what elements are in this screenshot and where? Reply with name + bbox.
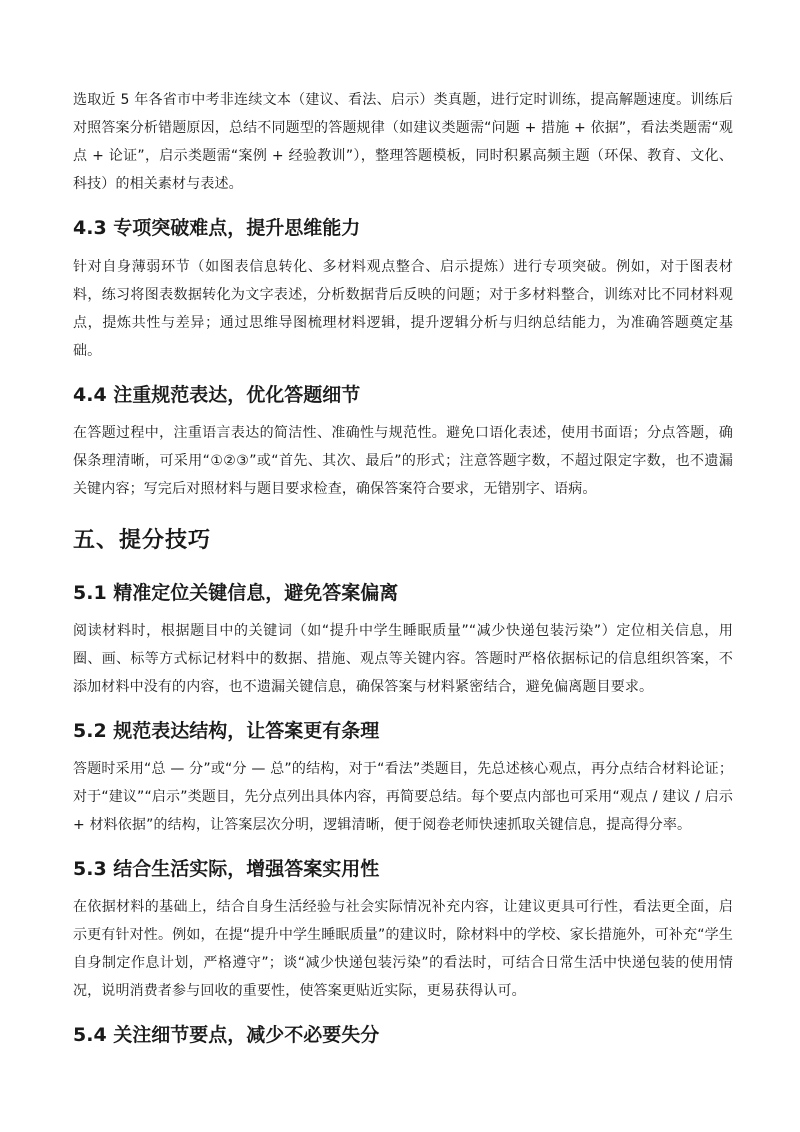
section-5-2-heading: 5.2 规范表达结构，让答案更有条理 — [73, 720, 380, 742]
chapter-5-heading: 五、提分技巧 — [73, 528, 212, 553]
section-5-3-heading: 5.3 结合生活实际，增强答案实用性 — [73, 858, 380, 880]
section-5-3-body: 在依据材料的基础上，结合自身生活经验与社会实际情况补充内容，让建议更具可行性，看法更全面，启示更有针对性。例如，在提“提升中学生睡眠质量”的建议时，除材料中的学校、家长措施外，可补充“学生自身制定作息计划，严格遵守”；谈“减少快递包装污染”的看法时，可结合日常生活中快递包装的使用情况，说明消费者参与回收的重要性，使答案更贴近实际，更易获得认可。 — [73, 899, 733, 999]
section-4-4-body: 在答题过程中，注重语言表达的简洁性、准确性与规范性。避免口语化表述，使用书面语；分点答题，确保条理清晰，可采用“①②③”或“首先、其次、最后”的形式；注意答题字数，不超过限定字数，也不遗漏关键内容；写完后对照材料与题目要求检查，确保答案符合要求，无错别字、语病。 — [73, 425, 733, 497]
section-5-4-heading: 5.4 关注细节要点，减少不必要失分 — [73, 1024, 380, 1046]
intro-paragraph: 选取近 5 年各省市中考非连续文本（建议、看法、启示）类真题，进行定时训练，提高解题速度。训练后对照答案分析错题原因，总结不同题型的答题规律（如建议类题需“问题 + 措施 + 依据”，看法类题需“观点 + 论证”，启示类题需“案例 + 经验教训”），整理答题模板，同时积累高频主题（环保、教育、文化、科技）的相关素材与表述。 — [73, 92, 733, 192]
document-page — [73, 86, 733, 1049]
section-4-4-heading: 4.4 注重规范表达，优化答题细节 — [73, 384, 361, 406]
section-5-1-body: 阅读材料时，根据题目中的关键词（如“提升中学生睡眠质量”“减少快递包装污染”）定位相关信息，用圈、画、标等方式标记材料中的数据、措施、观点等关键内容。答题时严格依据标记的信息组织答案，不添加材料中没有的内容，也不遗漏关键信息，确保答案与材料紧密结合，避免偏离题目要求。 — [73, 623, 733, 695]
section-4-3-body: 针对自身薄弱环节（如图表信息转化、多材料观点整合、启示提炼）进行专项突破。例如，对于图表材料，练习将图表数据转化为文字表述，分析数据背后反映的问题；对于多材料整合，训练对比不同材料观点，提炼共性与差异；通过思维导图梳理材料逻辑，提升逻辑分析与归纳总结能力，为准确答题奠定基础。 — [73, 259, 733, 359]
section-5-1-heading: 5.1 精准定位关键信息，避免答案偏离 — [73, 582, 399, 604]
section-4-3-heading: 4.3 专项突破难点，提升思维能力 — [73, 217, 361, 239]
section-5-2-body: 答题时采用“总 — 分”或“分 — 总”的结构，对于“看法”类题目，先总述核心观点，再分点结合材料论证；对于“建议”“启示”类题目，先分点列出具体内容，再简要总结。每个要点内部也可采用“观点 / 建议 / 启示 + 材料依据”的结构，让答案层次分明，逻辑清晰，便于阅卷老师快速抓取关键信息，提高得分率。 — [73, 761, 733, 833]
